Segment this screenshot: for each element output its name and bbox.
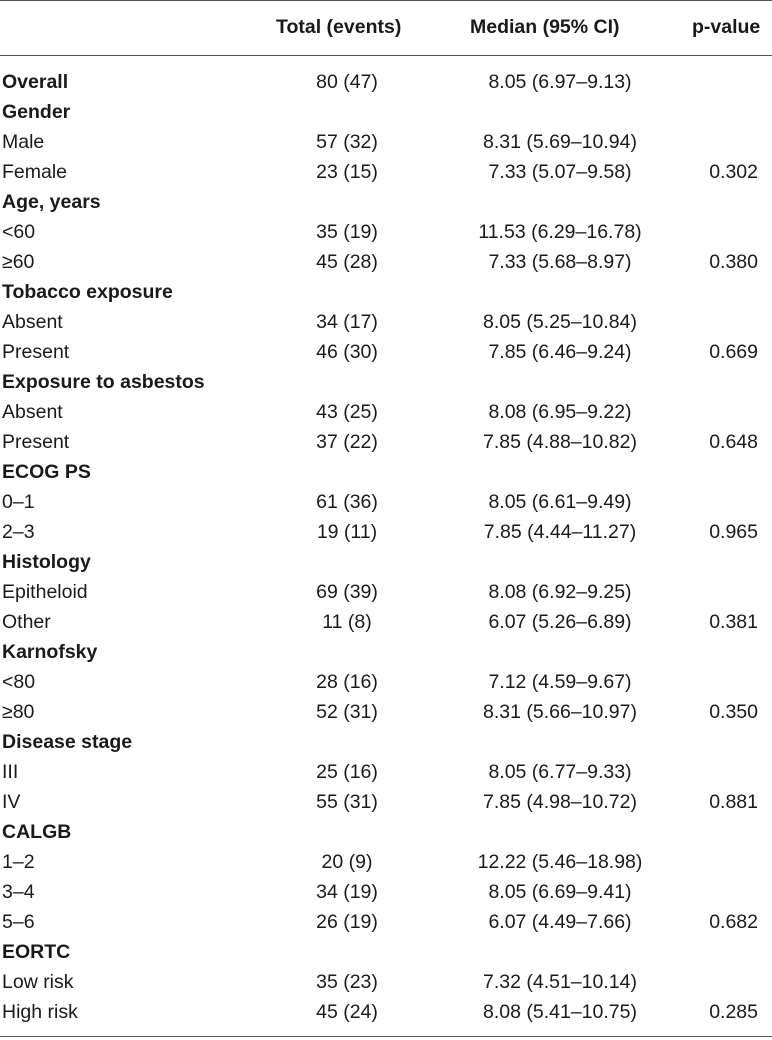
p-value-cell: 0.682: [709, 911, 758, 933]
total-events-cell: 46 (30): [316, 341, 378, 363]
row-label: III: [2, 761, 19, 783]
median-ci-cell: 8.05 (6.61–9.49): [488, 491, 632, 513]
p-value-cell: 0.881: [709, 791, 758, 813]
p-value-cell: 0.380: [709, 251, 758, 273]
section-row: [0, 457, 772, 487]
row-label: Absent: [2, 401, 63, 423]
median-ci-cell: 7.85 (4.88–10.82): [483, 431, 637, 453]
section-label: Gender: [2, 101, 71, 123]
table-row: [0, 427, 772, 457]
total-events-cell: 35 (23): [316, 971, 378, 993]
section-label: Disease stage: [2, 731, 133, 753]
section-row: [0, 277, 772, 307]
total-events-cell: 35 (19): [316, 221, 378, 243]
row-label: 2–3: [2, 521, 35, 543]
row-label: High risk: [2, 1001, 78, 1023]
median-ci-cell: 8.05 (6.97–9.13): [488, 71, 632, 93]
p-value-cell: 0.648: [709, 431, 758, 453]
median-ci-cell: 7.12 (4.59–9.67): [488, 671, 632, 693]
p-value-cell: 0.302: [709, 161, 758, 183]
table-row: [0, 877, 772, 907]
total-events-cell: 23 (15): [316, 161, 378, 183]
row-label: 5–6: [2, 911, 35, 933]
section-row: [0, 67, 772, 97]
median-ci-cell: 8.08 (6.92–9.25): [488, 581, 632, 603]
table-row: [0, 697, 772, 727]
total-events-cell: 57 (32): [316, 131, 378, 153]
total-events-cell: 45 (28): [316, 251, 378, 273]
table-row: [0, 967, 772, 997]
table-row: [0, 307, 772, 337]
row-label: <80: [2, 671, 36, 693]
section-row: [0, 367, 772, 397]
table-top-rule: [0, 0, 772, 1]
section-label: Age, years: [2, 191, 101, 213]
row-label: Epitheloid: [2, 581, 88, 603]
p-value-cell: 0.669: [709, 341, 758, 363]
section-row: [0, 547, 772, 577]
median-ci-cell: 8.31 (5.66–10.97): [483, 701, 637, 723]
total-events-cell: 61 (36): [316, 491, 378, 513]
p-value-cell: 0.350: [709, 701, 758, 723]
median-ci-cell: 6.07 (5.26–6.89): [488, 611, 632, 633]
row-label: 0–1: [2, 491, 35, 513]
median-ci-cell: 7.85 (4.98–10.72): [483, 791, 637, 813]
total-events-cell: 52 (31): [316, 701, 378, 723]
median-ci-cell: 8.05 (6.69–9.41): [488, 881, 632, 903]
total-events-cell: 25 (16): [316, 761, 378, 783]
section-label: Tobacco exposure: [2, 281, 173, 303]
section-label: Exposure to asbestos: [2, 371, 205, 393]
total-events-cell: 34 (17): [316, 311, 378, 333]
total-events-cell: 69 (39): [316, 581, 378, 603]
header-p-value: p-value: [692, 16, 761, 38]
table-bottom-rule: [0, 1036, 772, 1037]
total-events-cell: 11 (8): [322, 611, 372, 633]
section-row: [0, 727, 772, 757]
row-label: Low risk: [2, 971, 74, 993]
table-row: [0, 517, 772, 547]
table-row: [0, 847, 772, 877]
section-label: EORTC: [2, 941, 71, 963]
section-row: [0, 187, 772, 217]
row-label: <60: [2, 221, 36, 243]
p-value-cell: 0.381: [709, 611, 758, 633]
table-row: [0, 337, 772, 367]
section-row: [0, 637, 772, 667]
total-events-cell: 26 (19): [316, 911, 378, 933]
table-row: [0, 607, 772, 637]
header-total-events: Total (events): [276, 16, 402, 38]
row-label: IV: [2, 791, 21, 813]
table-row: [0, 667, 772, 697]
table-row: [0, 127, 772, 157]
total-events-cell: 28 (16): [316, 671, 378, 693]
row-label: Other: [2, 611, 51, 633]
total-events-cell: 80 (47): [316, 71, 378, 93]
total-events-cell: 37 (22): [316, 431, 378, 453]
table-row: [0, 397, 772, 427]
section-row: [0, 817, 772, 847]
median-ci-cell: 7.33 (5.07–9.58): [488, 161, 632, 183]
table-row: [0, 487, 772, 517]
total-events-cell: 45 (24): [316, 1001, 378, 1023]
section-label: Histology: [2, 551, 91, 573]
section-label: Karnofsky: [2, 641, 98, 663]
median-ci-cell: 7.33 (5.68–8.97): [488, 251, 632, 273]
section-label: ECOG PS: [2, 461, 91, 483]
table-row: [0, 997, 772, 1027]
median-ci-cell: 8.05 (6.77–9.33): [488, 761, 632, 783]
median-ci-cell: 11.53 (6.29–16.78): [478, 221, 642, 243]
median-ci-cell: 8.31 (5.69–10.94): [483, 131, 637, 153]
median-ci-cell: 8.05 (5.25–10.84): [483, 311, 637, 333]
total-events-cell: 20 (9): [321, 851, 373, 873]
header-rule: [0, 55, 772, 56]
row-label: Present: [2, 341, 70, 363]
median-ci-cell: 7.85 (6.46–9.24): [488, 341, 632, 363]
median-ci-cell: 8.08 (5.41–10.75): [483, 1001, 637, 1023]
row-label: 1–2: [2, 851, 35, 873]
table-row: [0, 577, 772, 607]
row-label: Present: [2, 431, 70, 453]
p-value-cell: 0.285: [709, 1001, 758, 1023]
row-label: Male: [2, 131, 45, 153]
row-label: Absent: [2, 311, 63, 333]
row-label: Female: [2, 161, 68, 183]
table-row: [0, 157, 772, 187]
table-row: [0, 217, 772, 247]
table-row: [0, 907, 772, 937]
median-ci-cell: 7.32 (4.51–10.14): [483, 971, 637, 993]
median-ci-cell: 8.08 (6.95–9.22): [488, 401, 632, 423]
median-ci-cell: 7.85 (4.44–11.27): [483, 521, 637, 543]
median-ci-cell: 6.07 (4.49–7.66): [488, 911, 632, 933]
table-row: [0, 787, 772, 817]
total-events-cell: 43 (25): [316, 401, 378, 423]
section-label: Overall: [2, 71, 69, 93]
row-label: 3–4: [2, 881, 35, 903]
section-row: [0, 937, 772, 967]
total-events-cell: 19 (11): [316, 521, 378, 543]
median-ci-cell: 12.22 (5.46–18.98): [477, 851, 643, 873]
header-median-ci: Median (95% CI): [470, 16, 620, 38]
row-label: ≥80: [2, 701, 35, 723]
p-value-cell: 0.965: [709, 521, 758, 543]
table-row: [0, 247, 772, 277]
section-label: CALGB: [2, 821, 72, 843]
table-row: [0, 757, 772, 787]
row-label: ≥60: [2, 251, 35, 273]
section-row: [0, 97, 772, 127]
total-events-cell: 55 (31): [316, 791, 378, 813]
total-events-cell: 34 (19): [316, 881, 378, 903]
